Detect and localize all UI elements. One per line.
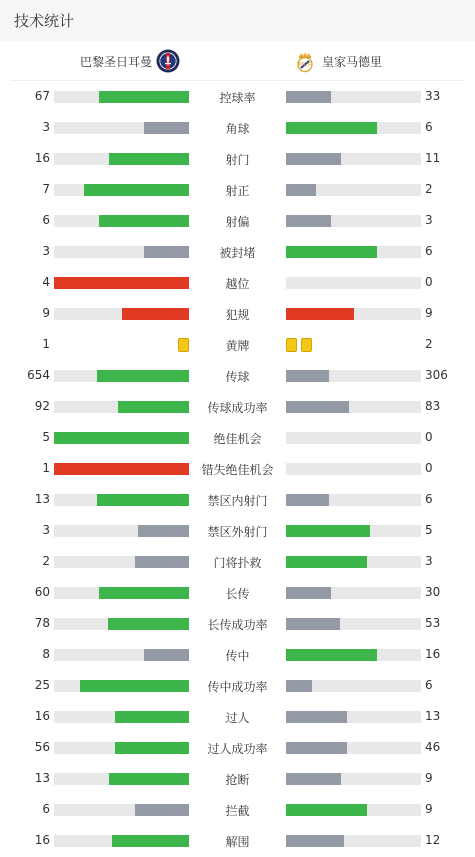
home-stat-bar bbox=[54, 91, 189, 103]
stat-label: 黄牌 bbox=[225, 339, 250, 353]
home-stat-value: 92 bbox=[34, 399, 50, 413]
stat-label: 解围 bbox=[225, 835, 250, 849]
stat-label: 角球 bbox=[225, 122, 250, 136]
away-stat-value: 3 bbox=[425, 554, 433, 568]
away-stat-bar bbox=[286, 587, 421, 599]
home-stat-value: 13 bbox=[34, 771, 50, 785]
away-stat-value: 9 bbox=[425, 771, 433, 785]
away-stat-bar-fill bbox=[286, 711, 347, 723]
away-stat-bar bbox=[286, 370, 421, 382]
stat-label: 抢断 bbox=[225, 773, 250, 787]
home-stat-bar-fill bbox=[115, 742, 189, 754]
away-stat-bar-fill bbox=[286, 649, 377, 661]
away-stat-bar-fill bbox=[286, 184, 316, 196]
away-stat-bar-fill bbox=[286, 370, 329, 382]
home-stat-value: 3 bbox=[42, 120, 50, 134]
home-stat-bar-fill bbox=[135, 556, 189, 568]
away-stat-value: 6 bbox=[425, 678, 433, 692]
away-stat-bar-fill bbox=[286, 587, 331, 599]
stat-label: 错失绝佳机会 bbox=[201, 463, 274, 477]
home-stat-bar-fill bbox=[54, 432, 189, 444]
home-yellow-cards bbox=[178, 338, 189, 352]
home-stat-bar bbox=[54, 122, 189, 134]
away-stat-bar bbox=[286, 835, 421, 847]
stat-label: 传球成功率 bbox=[207, 401, 268, 415]
away-stat-bar-fill bbox=[286, 680, 312, 692]
home-stat-bar-fill bbox=[112, 835, 189, 847]
home-stat-bar bbox=[54, 773, 189, 785]
away-yellow-cards bbox=[286, 338, 312, 352]
home-stat-bar bbox=[54, 556, 189, 568]
home-stat-value: 16 bbox=[34, 709, 50, 723]
stat-row bbox=[0, 546, 475, 577]
home-stat-bar-fill bbox=[108, 618, 189, 630]
away-stat-value: 13 bbox=[425, 709, 441, 723]
stat-row bbox=[0, 794, 475, 825]
away-stat-bar-fill bbox=[286, 401, 349, 413]
home-stat-value: 16 bbox=[34, 151, 50, 165]
stat-label: 绝佳机会 bbox=[213, 432, 262, 446]
stat-label: 长传 bbox=[225, 587, 250, 601]
away-stat-bar bbox=[286, 91, 421, 103]
home-stat-bar-fill bbox=[115, 711, 189, 723]
away-stat-value: 6 bbox=[425, 492, 433, 506]
away-stat-bar bbox=[286, 556, 421, 568]
home-stat-value: 3 bbox=[42, 523, 50, 537]
home-stat-bar bbox=[54, 184, 189, 196]
away-stat-bar bbox=[286, 308, 421, 320]
home-stat-value: 5 bbox=[42, 430, 50, 444]
away-stat-value: 16 bbox=[425, 647, 441, 661]
stat-label: 射正 bbox=[225, 184, 250, 198]
stat-row bbox=[0, 267, 475, 298]
home-stat-value: 7 bbox=[42, 182, 50, 196]
home-stat-bar bbox=[54, 835, 189, 847]
away-stat-value: 53 bbox=[425, 616, 441, 630]
away-stat-bar-fill bbox=[286, 556, 367, 568]
home-stat-bar-fill bbox=[109, 773, 189, 785]
away-stat-value: 12 bbox=[425, 833, 441, 847]
away-stat-bar bbox=[286, 153, 421, 165]
away-stat-bar bbox=[286, 804, 421, 816]
home-stat-bar bbox=[54, 401, 189, 413]
home-stat-bar-fill bbox=[97, 370, 189, 382]
home-stat-value: 6 bbox=[42, 213, 50, 227]
stat-label: 过人 bbox=[225, 711, 250, 725]
stat-label: 禁区外射门 bbox=[207, 525, 268, 539]
stat-row bbox=[0, 670, 475, 701]
away-stat-value: 2 bbox=[425, 182, 433, 196]
home-stat-bar-fill bbox=[109, 153, 189, 165]
home-stat-bar-fill bbox=[84, 184, 189, 196]
home-stat-bar bbox=[54, 804, 189, 816]
stat-row bbox=[0, 639, 475, 670]
stat-label: 控球率 bbox=[219, 91, 256, 105]
away-stat-bar bbox=[286, 215, 421, 227]
yellow-card-icon bbox=[286, 338, 297, 352]
away-stat-bar-fill bbox=[286, 835, 344, 847]
home-stat-value: 60 bbox=[34, 585, 50, 599]
home-team-name: 巴黎圣日耳曼 bbox=[79, 54, 152, 69]
stat-row bbox=[0, 298, 475, 329]
away-stat-bar-fill bbox=[286, 525, 370, 537]
stat-row bbox=[0, 515, 475, 546]
stat-row bbox=[0, 484, 475, 515]
stat-row bbox=[0, 81, 475, 112]
stat-label: 长传成功率 bbox=[207, 618, 268, 632]
yellow-card-icon bbox=[178, 338, 189, 352]
away-stat-value: 0 bbox=[425, 461, 433, 475]
away-stat-bar-fill bbox=[286, 773, 341, 785]
stat-row bbox=[0, 360, 475, 391]
away-stat-bar bbox=[286, 184, 421, 196]
away-stat-value: 9 bbox=[425, 802, 433, 816]
stat-label: 传中成功率 bbox=[207, 680, 268, 694]
away-stat-value: 5 bbox=[425, 523, 433, 537]
stat-label: 禁区内射门 bbox=[207, 494, 268, 508]
home-stat-value: 6 bbox=[42, 802, 50, 816]
home-stat-value: 4 bbox=[42, 275, 50, 289]
away-stat-value: 0 bbox=[425, 275, 433, 289]
home-stat-bar bbox=[54, 432, 189, 444]
stat-row bbox=[0, 422, 475, 453]
home-stat-bar-fill bbox=[122, 308, 190, 320]
away-stat-bar bbox=[286, 773, 421, 785]
home-stat-value: 13 bbox=[34, 492, 50, 506]
away-stat-bar bbox=[286, 277, 421, 289]
stat-row bbox=[0, 329, 475, 360]
away-stat-value: 83 bbox=[425, 399, 441, 413]
stat-row bbox=[0, 763, 475, 794]
home-stat-value: 3 bbox=[42, 244, 50, 258]
away-stat-value: 9 bbox=[425, 306, 433, 320]
away-stat-bar bbox=[286, 525, 421, 537]
home-stat-value: 9 bbox=[42, 306, 50, 320]
away-stat-bar bbox=[286, 618, 421, 630]
stat-label: 越位 bbox=[225, 277, 250, 291]
away-stat-bar-fill bbox=[286, 246, 377, 258]
away-stat-bar bbox=[286, 742, 421, 754]
home-stat-bar bbox=[54, 215, 189, 227]
home-stat-value: 67 bbox=[34, 89, 50, 103]
away-stat-value: 2 bbox=[425, 337, 433, 351]
stat-row bbox=[0, 205, 475, 236]
stat-row bbox=[0, 453, 475, 484]
away-stat-bar-fill bbox=[286, 122, 377, 134]
home-stat-value: 25 bbox=[34, 678, 50, 692]
stat-label: 门将扑救 bbox=[213, 556, 262, 570]
stat-label: 射门 bbox=[225, 153, 250, 167]
away-stat-value: 30 bbox=[425, 585, 441, 599]
away-stat-bar-fill bbox=[286, 494, 329, 506]
home-stat-value: 56 bbox=[34, 740, 50, 754]
away-stat-bar bbox=[286, 711, 421, 723]
home-stat-bar bbox=[54, 618, 189, 630]
stat-row bbox=[0, 732, 475, 763]
stat-row bbox=[0, 112, 475, 143]
home-stat-bar bbox=[54, 246, 189, 258]
header-bar bbox=[0, 0, 475, 41]
away-stat-bar bbox=[286, 432, 421, 444]
home-stat-bar bbox=[54, 525, 189, 537]
away-stat-bar bbox=[286, 680, 421, 692]
home-stat-bar-fill bbox=[118, 401, 190, 413]
home-stat-value: 1 bbox=[42, 337, 50, 351]
home-stat-bar bbox=[54, 153, 189, 165]
home-stat-bar-fill bbox=[54, 277, 189, 289]
yellow-card-icon bbox=[301, 338, 312, 352]
home-stat-bar bbox=[54, 587, 189, 599]
stat-row bbox=[0, 701, 475, 732]
away-stat-bar-fill bbox=[286, 215, 331, 227]
away-stat-value: 6 bbox=[425, 120, 433, 134]
teams-header bbox=[10, 41, 465, 81]
away-stat-bar bbox=[286, 494, 421, 506]
away-stat-bar bbox=[286, 122, 421, 134]
away-stat-value: 33 bbox=[425, 89, 441, 103]
stat-row bbox=[0, 174, 475, 205]
away-stat-bar bbox=[286, 401, 421, 413]
away-stat-bar bbox=[286, 649, 421, 661]
away-stat-value: 3 bbox=[425, 213, 433, 227]
home-stat-value: 16 bbox=[34, 833, 50, 847]
stat-row bbox=[0, 825, 475, 856]
svg-text:MCF: MCF bbox=[298, 61, 312, 69]
home-stat-bar bbox=[54, 277, 189, 289]
home-stat-value: 1 bbox=[42, 461, 50, 475]
away-stat-bar-fill bbox=[286, 804, 367, 816]
home-stat-bar-fill bbox=[54, 463, 189, 475]
home-stat-value: 654 bbox=[27, 368, 50, 382]
away-stat-value: 306 bbox=[425, 368, 448, 382]
home-stat-bar bbox=[54, 649, 189, 661]
stats-list bbox=[0, 81, 475, 856]
away-stat-bar bbox=[286, 246, 421, 258]
home-stat-bar bbox=[54, 370, 189, 382]
stat-label: 拦截 bbox=[225, 804, 250, 818]
home-stat-bar bbox=[54, 308, 189, 320]
away-stat-bar-fill bbox=[286, 308, 354, 320]
home-stat-bar-fill bbox=[144, 649, 189, 661]
stat-row bbox=[0, 577, 475, 608]
home-stat-value: 2 bbox=[42, 554, 50, 568]
stat-label: 过人成功率 bbox=[207, 742, 268, 756]
home-stat-bar-fill bbox=[138, 525, 189, 537]
page-title: 技术统计 bbox=[14, 12, 75, 30]
away-stat-bar bbox=[286, 463, 421, 475]
away-stat-value: 11 bbox=[425, 151, 441, 165]
away-stat-bar-fill bbox=[286, 742, 347, 754]
home-stat-bar bbox=[54, 711, 189, 723]
home-stat-bar-fill bbox=[99, 587, 190, 599]
home-stat-bar bbox=[54, 742, 189, 754]
away-team-name: 皇家马德里 bbox=[322, 54, 383, 69]
stat-label: 传中 bbox=[225, 649, 250, 663]
home-stat-bar-fill bbox=[99, 215, 190, 227]
home-stat-value: 8 bbox=[42, 647, 50, 661]
stat-row bbox=[0, 236, 475, 267]
home-stat-bar-fill bbox=[144, 246, 189, 258]
stat-label: 犯规 bbox=[225, 308, 250, 322]
home-team[interactable] bbox=[80, 49, 180, 73]
away-stat-bar-fill bbox=[286, 153, 341, 165]
stat-label: 传球 bbox=[225, 370, 250, 384]
away-stat-value: 6 bbox=[425, 244, 433, 258]
home-stat-bar-fill bbox=[135, 804, 189, 816]
stat-label: 射偏 bbox=[225, 215, 250, 229]
home-stat-bar bbox=[54, 463, 189, 475]
real-madrid-crest-icon bbox=[293, 49, 317, 73]
home-stat-value: 78 bbox=[34, 616, 50, 630]
psg-crest-icon bbox=[156, 49, 180, 73]
home-stat-bar-fill bbox=[144, 122, 189, 134]
stat-row bbox=[0, 608, 475, 639]
away-stat-value: 0 bbox=[425, 430, 433, 444]
home-stat-bar-fill bbox=[99, 91, 190, 103]
home-stat-bar-fill bbox=[80, 680, 189, 692]
home-stat-bar bbox=[54, 494, 189, 506]
away-stat-bar-fill bbox=[286, 91, 331, 103]
home-stat-bar bbox=[54, 680, 189, 692]
home-stat-bar-fill bbox=[97, 494, 189, 506]
stat-row bbox=[0, 143, 475, 174]
away-team[interactable] bbox=[293, 49, 382, 73]
away-stat-value: 46 bbox=[425, 740, 441, 754]
away-stat-bar-fill bbox=[286, 618, 340, 630]
stat-row bbox=[0, 391, 475, 422]
stat-label: 被封堵 bbox=[219, 246, 256, 260]
